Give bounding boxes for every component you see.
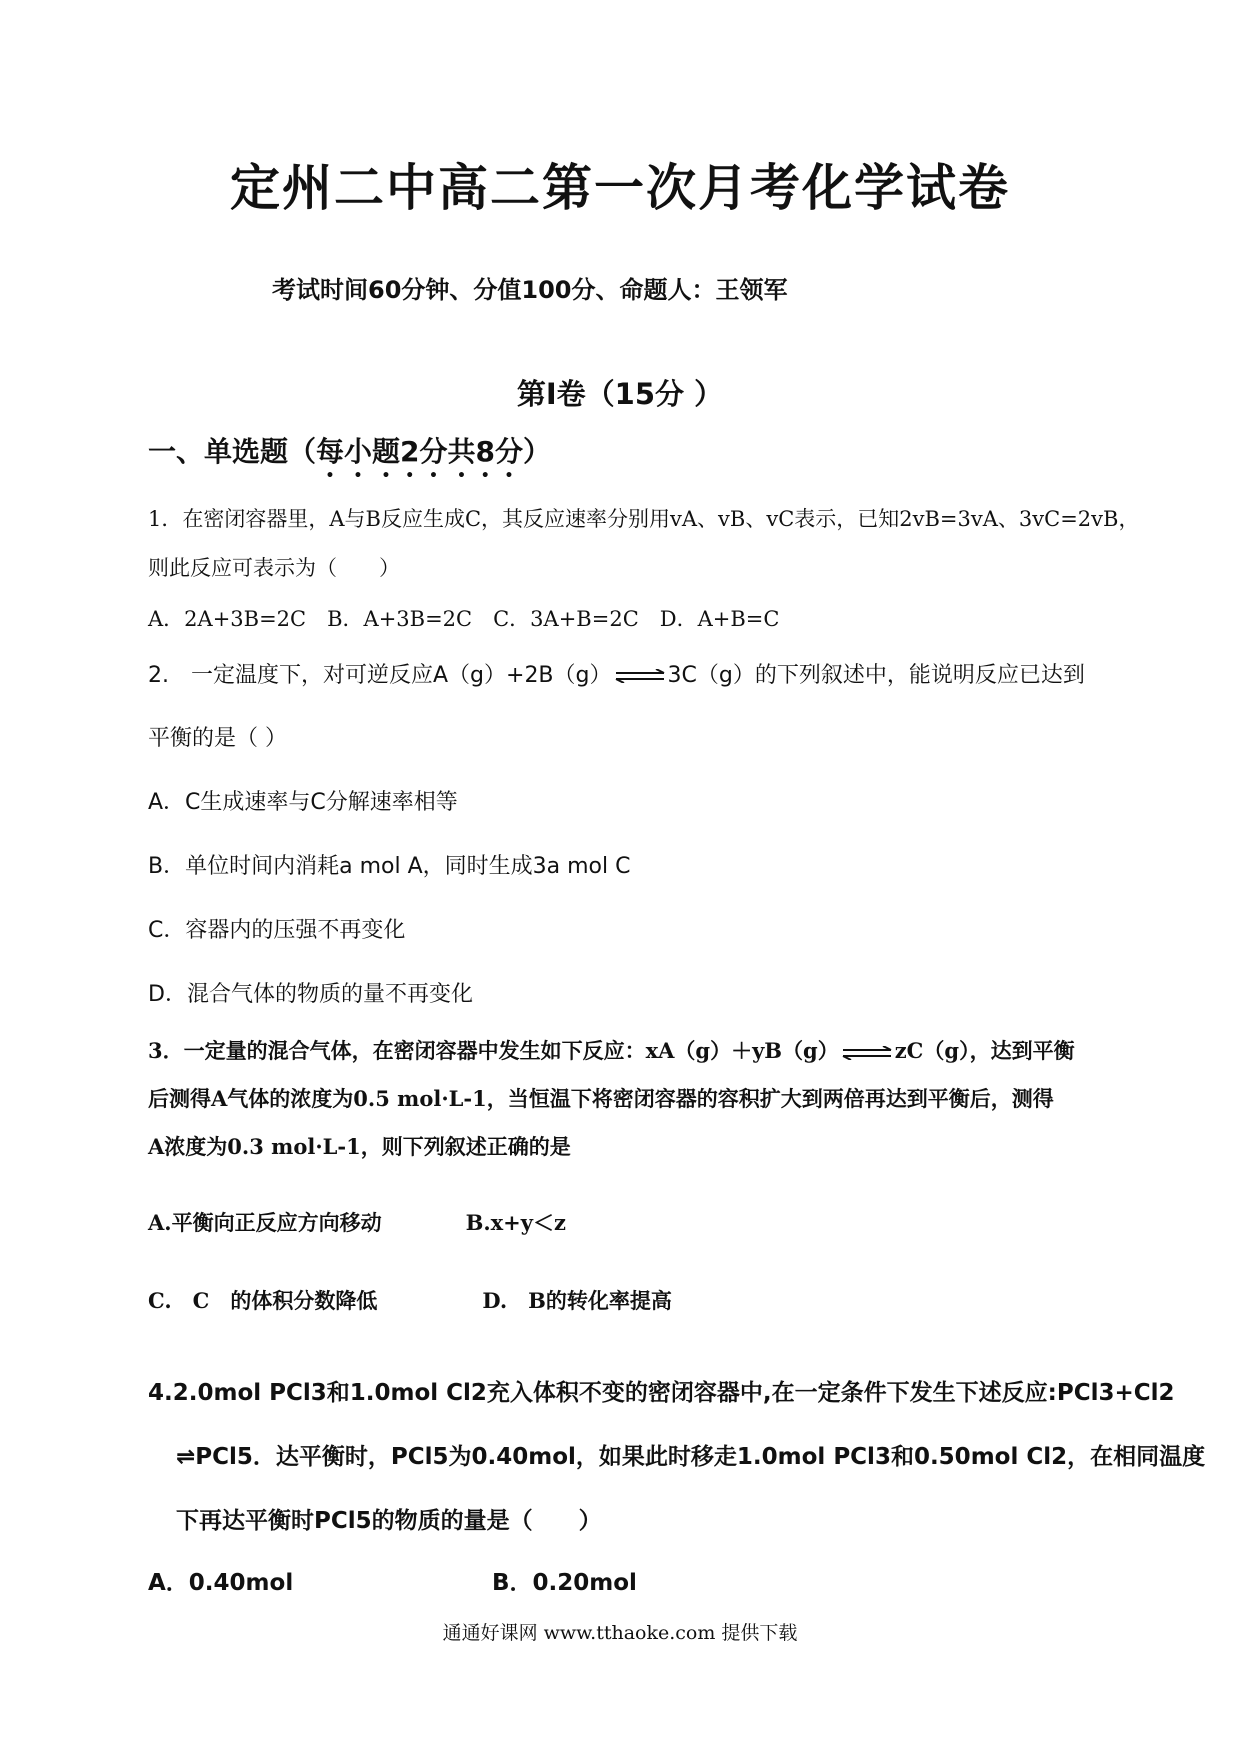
reversible-arrow-icon [614,669,666,683]
q2-stem [148,658,1085,689]
q3-options-cd: C. C 的体积分数降低 D. B的转化率提高 [148,1288,672,1313]
volume-heading: 第Ⅰ卷（15分 ） [516,377,724,411]
q3-options-ab: A.平衡向正反应方向移动 B.x+y＜z [148,1210,566,1235]
exam-meta: 考试时间60分钟、分值100分、命题人：王领军 [272,276,788,304]
q4-option-b: B．0.20mol [492,1570,637,1596]
section-heading-prefix: 一、单选题（ [148,435,317,468]
section-heading-suffix: ） [522,435,551,468]
q2-stem-b: 3C（g）的下列叙述中，能说明反应已达到 [667,663,1085,688]
q3-line3: A浓度为0.3 mol·L-1，则下列叙述正确的是 [148,1134,571,1159]
q3-line2: 后测得A气体的浓度为0.5 mol·L-1，当恒温下将密闭容器的容积扩大到两倍再达到平衡后，测得 [148,1086,1054,1111]
q4-option-a: A．0.40mol [148,1570,294,1596]
q1-line2: 则此反应可表示为（ ） [148,556,400,580]
footer-credit: 通通好课网 www.tthaoke.com 提供下载 [442,1622,798,1644]
q2-line2: 平衡的是（ ） [148,726,287,751]
q3-stem-a: 3．一定量的混合气体，在密闭容器中发生如下反应：xA（g）＋yB（g） [148,1038,839,1063]
reversible-arrow-icon [841,1046,893,1060]
q3-stem-b: zC（g），达到平衡 [894,1038,1075,1063]
q4-line1: 4.2.0mol PCl3和1.0mol Cl2充入体积不变的密闭容器中,在一定条件下发生下述反应:PCl3+Cl2 [148,1380,1175,1406]
section-heading-dotted: 每小题2分共8分 [316,435,523,468]
section-heading [148,430,551,484]
exam-title: 定州二中高二第一次月考化学试卷 [230,159,1010,217]
q1-options: A．2A+3B=2C B．A+3B=2C C．3A+B=2C D．A+B=C [148,607,780,631]
q1-line1-text: 1．在密闭容器里，A与B反应生成C，其反应速率分别用vA、vB、vC表示，已知2vB=3vA、3vC=2vB， [148,507,1140,531]
q4-line3: 下再达平衡时PCl5的物质的量是（ ） [176,1508,602,1534]
q3-stem [148,1035,1075,1065]
q2-option-a: A．C生成速率与C分解速率相等 [148,790,458,815]
q4-line2: ⇌PCl5．达平衡时，PCl5为0.40mol，如果此时移走1.0mol PCl3和0.50mol Cl2，在相同温度 [176,1444,1206,1470]
q2-stem-a: 2. 一定温度下，对可逆反应A（g）+2B（g） [148,663,612,688]
q1-line1 [148,503,1139,533]
q2-option-d: D．混合气体的物质的量不再变化 [148,982,473,1007]
q2-option-b: B．单位时间内消耗a mol A，同时生成3a mol C [148,854,631,879]
q2-option-c: C．容器内的压强不再变化 [148,918,406,943]
